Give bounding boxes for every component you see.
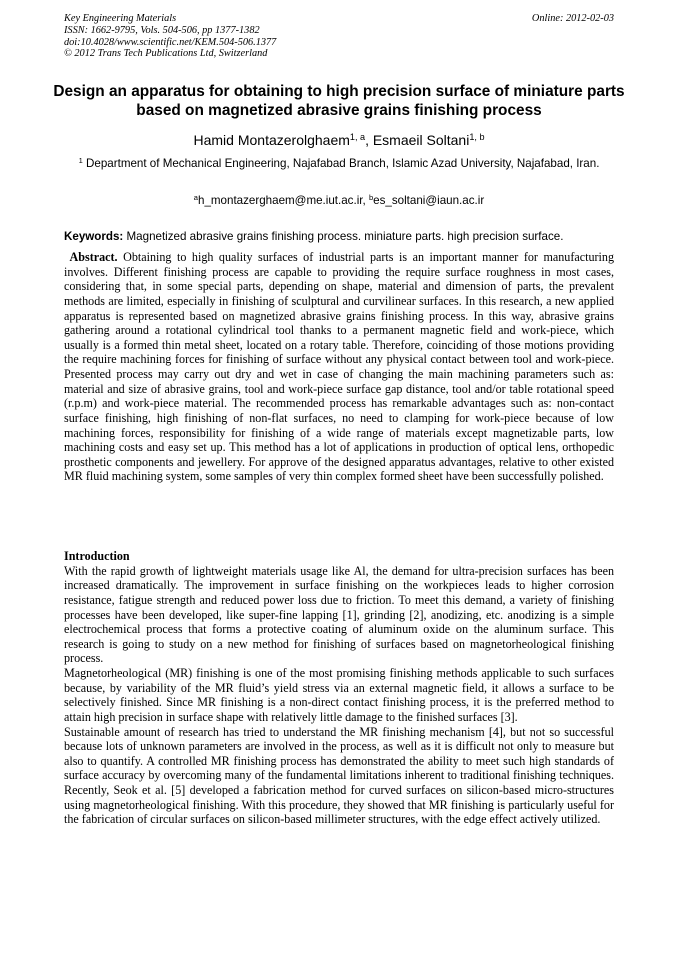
section-heading: Introduction [64,549,130,563]
introduction-section [64,549,614,827]
author-name: Esmaeil Soltani [372,132,470,148]
issn-line: ISSN: 1662-9795, Vols. 504-506, pp 1377-1382 [64,24,260,36]
body-paragraph: With the rapid growth of lightweight materials usage like Al, the demand for ultra-precision surfaces has been increased dramatically. The improvement in surface finishing on the workpieces leads to higher corrosion resistance, fatigue strength and reduced power loss due to friction. To meet this demand, a variety of finishing processes have been developed, like super-fine lapping [1], grinding [2], anodizing, etc. anodizing is a simple electrochemical process that forms a protective coating of aluminum oxide on the aluminum surface. This research is going to study on a new method for finishing of surfaces based on magnetorheological finishing process. [64,563,614,666]
online-date: Online: 2012-02-03 [531,13,614,24]
email-separator: , [362,194,369,207]
email-address: h_montazerghaem@me.iut.ac.ir [198,194,363,207]
journal-header [64,13,614,60]
journal-name: Key Engineering Materials [64,13,177,24]
keywords-text: Magnetized abrasive grains finishing process. miniature parts. high precision surface. [126,230,564,243]
author-emails [64,193,614,208]
author-superscript: 1, a [349,132,366,142]
email-marker: a [193,192,198,202]
author-list [40,131,638,149]
abstract [64,250,614,484]
keywords [64,230,618,244]
doi-line: doi:10.4028/www.scientific.net/KEM.504-506.1377 [64,36,277,48]
author-separator: , [365,132,373,148]
body-paragraph: Magnetorheological (MR) finishing is one of the most promising finishing methods applicable to such surfaces because, by variability of the MR fluid’s yield stress via an external magnetic field, it allows a surface to be selectively finished. Since MR finishing is a non-direct contact finishing process, it is the preferred method to attain high precision in surface shape with relatively little damage to the finished surfaces [3]. [64,666,614,724]
body-paragraph: Sustainable amount of research has tried to understand the MR finishing mechanism [4], but not so successful because lots of unknown parameters are involved in the process, as well as it is difficult not only to measure but also to quantify. A controlled MR finishing process has demonstrated the ability to meet such high standards of surface accuracy by overcoming many of the fundamental limitations inherent to traditional finishing techniques. Recently, Seok et al. [5] developed a fabrication method for curved surfaces on silicon-based micro-structures using magnetorheological finishing. With this procedure, they showed that MR finishing is particularly useful for the fabrication of circular surfaces on silicon-based millimeter structures, with the edge effect actively utilized. [64,724,614,827]
keywords-label: Keywords: [64,230,124,243]
author-name: Hamid Montazerolghaem [193,132,350,148]
email-marker: b [368,192,374,202]
abstract-label: Abstract. [69,250,118,264]
email-address: es_soltani@iaun.ac.ir [373,194,485,207]
affiliation-marker: 1 [78,155,83,165]
author-superscript: 1, b [469,132,485,142]
copyright-line: © 2012 Trans Tech Publications Ltd, Switzerland [64,48,268,60]
affiliation [64,156,614,173]
paper-title: Design an apparatus for obtaining to high precision surface of miniature parts based on magnetized abrasive grains finishing process [53,83,625,119]
affiliation-text: Department of Mechanical Engineering, Najafabad Branch, Islamic Azad University, Najafabad, Iran. [86,157,600,170]
abstract-text: Obtaining to high quality surfaces of industrial parts is an important manner for manufacturing involves. Different finishing process are capable to providing the require surface roughness in most cases, considering that, in some special parts, depending on shape, material and dimension of parts, the prevalent methods are limited, especially in finishing of sculptural and curvilinear surfaces. In this research, a new applied apparatus is represented based on magnetized abrasive grains finishing process. In this way, abrasive grains gathering around a rotational cylindrical tool thanks to a permanent magnetic field and work-piece, which usually is a formed thin metal sheet, located on a rotary table. Therefore, coinciding of those motions providing the require machining forces for finishing of surface without any physical contact between tool and work-piece. Presented process may carry out dry and wet in case of changing the main machining parameters such as: material and size of abrasive grains, tool and work-piece surface gap distance, tool and/or table rotational speed (r.p.m) and work-piece material. The recommended process has remarkable advantages such as: non-contact surface finishing, high finishing of non-flat surfaces, no need to clamping for work-piece because of low machining forces, responsibility for finishing of a wide range of materials except magnetizable parts, low machining costs and easy set up. This method has a lot of applications in production of optical lens, orthopedic prosthetic components and jewellery. For approve of the designed apparatus advantages, relative to other existed MR fluid machining system, some samples of very thin complex formed sheet have been successfully polished. [64,250,614,484]
